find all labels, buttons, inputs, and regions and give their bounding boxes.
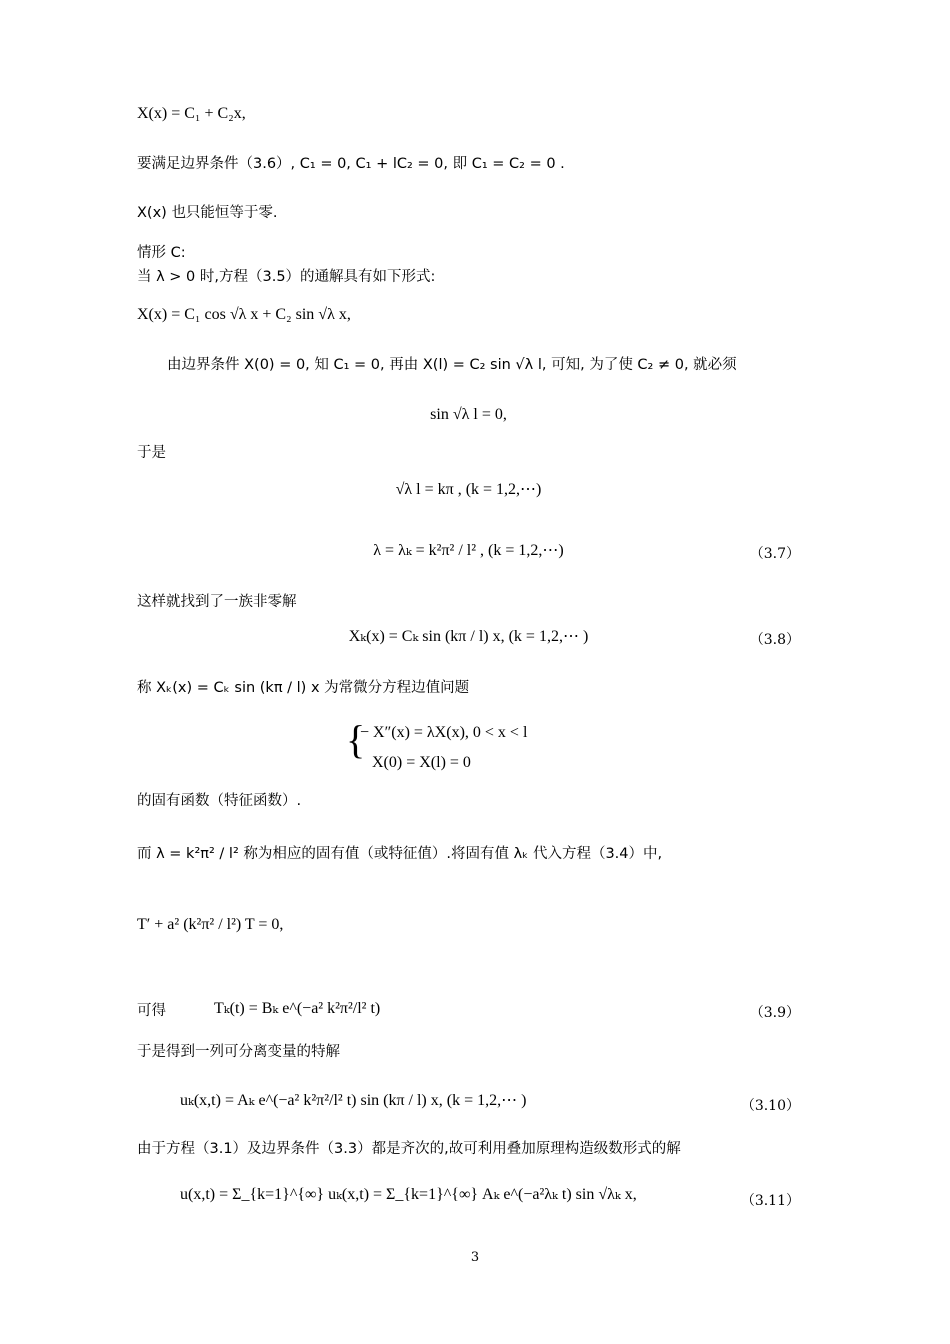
equation-number-3-7: （3.7）	[749, 546, 800, 562]
text-obtain: 可得	[137, 1003, 166, 1019]
text-separable-solutions: 于是得到一列可分离变量的特解	[137, 1044, 340, 1060]
text-x-zero: X(x) 也只能恒等于零.	[137, 205, 278, 221]
text-called-eigenfunction: 称 Xₖ(x) = Cₖ sin (kπ / l) x 为常微分方程边值问题	[137, 680, 470, 696]
equation-eigenvalue: λ = λₖ = k²π² / l² , (k = 1,2,⋯)	[373, 542, 564, 559]
text-eigenfunction-label: 的固有函数（特征函数）.	[137, 793, 302, 809]
text-boundary-condition: 要满足边界条件（3.6）, C₁ = 0, C₁ + lC₂ = 0, 即 C₁ = C₂ = 0 .	[137, 156, 565, 172]
brace-symbol: {	[346, 717, 366, 762]
equation-t-ode: T′ + a² (k²π² / l²) T = 0,	[137, 916, 284, 933]
equation-particular-solution: uₖ(x,t) = Aₖ e^(−a² k²π²/l² t) sin (kπ / l) x, (k = 1,2,⋯ )	[180, 1092, 527, 1109]
text-case-c: 情形 C:	[137, 245, 186, 261]
equation-number-3-11: （3.11）	[740, 1193, 800, 1209]
bvp-line-1: − X″(x) = λX(x), 0 < x < l	[360, 724, 528, 741]
equation-number-3-9: （3.9）	[749, 1005, 800, 1021]
equation-sqrt-lambda: √λ l = kπ , (k = 1,2,⋯)	[395, 481, 542, 498]
text-nonzero-solutions: 这样就找到了一族非零解	[137, 594, 297, 610]
text-therefore: 于是	[137, 445, 166, 461]
equation-eigenfunction: Xₖ(x) = Cₖ sin (kπ / l) x, (k = 1,2,⋯ )	[348, 628, 589, 645]
equation-t-solution: Tₖ(t) = Bₖ e^(−a² k²π²/l² t)	[214, 1000, 381, 1017]
text-eigenvalue-description: 而 λ = k²π² / l² 称为相应的固有值（或特征值）.将固有值 λₖ 代入方程（3.4）中,	[137, 846, 663, 862]
equation-bvp-bc: X(0) = X(l) = 0	[372, 754, 471, 771]
equation-number-3-8: （3.8）	[749, 632, 800, 648]
text-lambda-positive: 当 λ > 0 时,方程（3.5）的通解具有如下形式:	[137, 269, 436, 285]
equation-general-solution-trig: X(x) = C₁ cos √λ x + C₂ sin √λ x,	[137, 306, 351, 323]
text-boundary-deduction: 由边界条件 X(0) = 0, 知 C₁ = 0, 再由 X(l) = C₂ sin √λ l, 可知, 为了使 C₂ ≠ 0, 就必须	[167, 357, 737, 373]
text-superposition: 由于方程（3.1）及边界条件（3.3）都是齐次的,故可利用叠加原理构造级数形式的解	[137, 1141, 681, 1157]
equation-series-solution: u(x,t) = Σ_{k=1}^{∞} uₖ(x,t) = Σ_{k=1}^{∞} Aₖ e^(−a²λₖ t) sin √λₖ x,	[180, 1186, 637, 1203]
equation-general-solution-zero: X(x) = C₁ + C₂x,	[137, 105, 246, 122]
equation-bvp-ode	[346, 717, 800, 762]
page-number: 3	[470, 1250, 480, 1265]
equation-sin-zero: sin √λ l = 0,	[430, 406, 507, 423]
equation-number-3-10: （3.10）	[740, 1098, 800, 1114]
